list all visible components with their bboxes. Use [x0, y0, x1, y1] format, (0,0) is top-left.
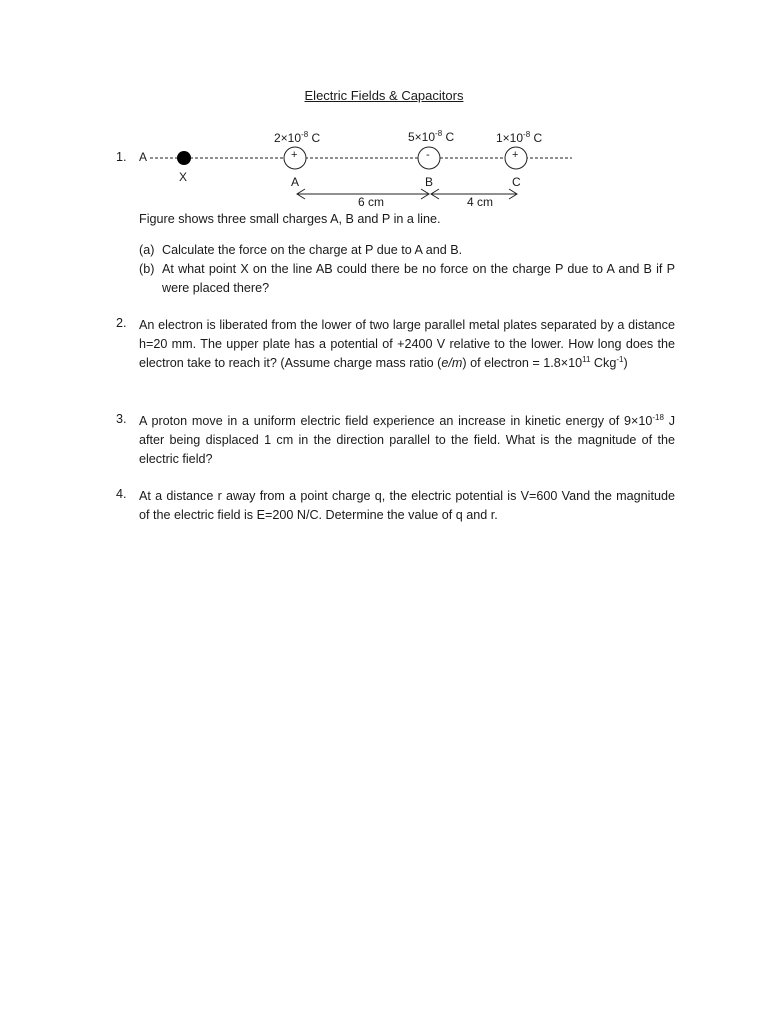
charge-c-label: C — [512, 175, 521, 189]
charge-a-label: A — [291, 175, 300, 189]
question-1a — [139, 241, 675, 260]
question-1-intro: Figure shows three small charges A, B and P in a line. — [139, 212, 441, 226]
page-title: Electric Fields & Capacitors — [304, 88, 464, 103]
distance-bc-label: 4 cm — [467, 195, 494, 209]
distance-ab-label: 6 cm — [358, 195, 385, 209]
charge-a-magnitude: $2\times 10^{-8}$ C — [274, 130, 321, 145]
question-3-text: A proton move in a uniform electric field experience an increase in kinetic energy of $9\times 10^{-18}$ J after being displaced 1 cm in the direction parallel to the field. What is the magnitude of the electric field? — [139, 413, 675, 466]
question-3-number: 3. — [116, 412, 127, 426]
charges-diagram — [0, 125, 768, 215]
charge-c-magnitude: $1\times 10^{-8}$ C — [496, 130, 543, 145]
charge-b-label: B — [425, 175, 434, 189]
question-4-number: 4. — [116, 487, 127, 501]
charge-b-magnitude: $5\times 10^{-8}$ C — [408, 129, 455, 144]
point-x-dot — [177, 151, 191, 165]
line-start-label: A — [139, 150, 148, 164]
charge-b-sign: - — [426, 149, 430, 161]
question-1a-tag: (a) — [139, 243, 155, 257]
charge-a-sign: + — [291, 149, 298, 161]
point-x-label: X — [179, 170, 188, 184]
question-1b-text: At what point X on the line AB could there be no force on the charge P due to A and B if P were placed there? — [162, 262, 675, 295]
question-1-number: 1. — [116, 150, 127, 164]
charge-c-sign: + — [512, 149, 519, 161]
question-1b-tag: (b) — [139, 262, 155, 276]
question-4-text: At a distance r away from a point charge q, the electric potential is V=600 Vand the magnitude of the electric field is E=200 N/C. Determine the value of q and r. — [139, 489, 675, 522]
question-1a-text: Calculate the force on the charge at P due to A and B. — [162, 243, 463, 257]
question-2-text: An electron is liberated from the lower of two large parallel metal plates separated by a distance h=20 mm. The upper plate has a potential of +2400 V relative to the lower. How long does the electron take to reach it? (Assume charge mass ratio (e/m) of electron = $1.8\times 10^{11}$ Ckg$^{-1}$) — [139, 318, 675, 370]
question-2-number: 2. — [116, 316, 127, 330]
question-1b — [139, 260, 675, 298]
